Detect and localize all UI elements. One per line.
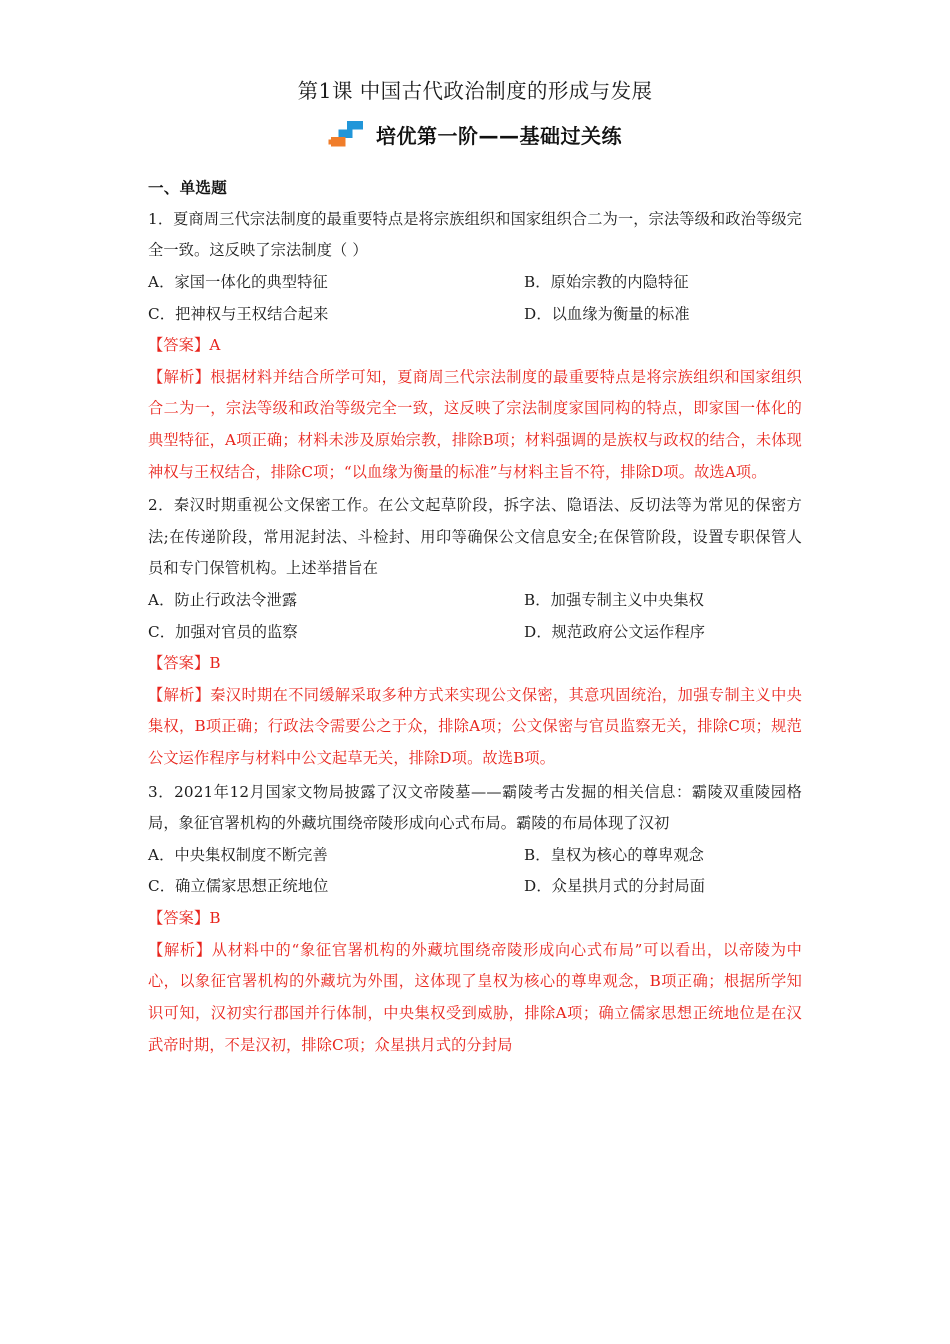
analysis-text: 【解析】从材料中的“象征官署机构的外藏坑围绕帝陵形成向心式布局”可以看出，以帝陵为中心，以象征官署机构的外藏坑为外围，这体现了皇权为核心的尊卑观念，B项正确；根据所学知识可知，汉初实行郡国并行体制，中央集权受到威胁，排除A项；确立儒家思想正统地位是在汉武帝时期，不是汉初，排除C项；众星拱月式的分封局 — [148, 940, 802, 1054]
question-stem: 1．夏商周三代宗法制度的最重要特点是将宗族组织和国家组织合二为一，宗法等级和政治等级完全一致。这反映了宗法制度（ ） — [148, 209, 802, 260]
answer-label: 【答案】B — [148, 654, 221, 673]
option-row — [148, 871, 802, 903]
option-a[interactable]: A．家国一体化的典型特征 — [148, 272, 328, 291]
analysis-text: 【解析】秦汉时期在不同缓解采取多种方式来实现公文保密，其意巩固统治，加强专制主义中央集权，B项正确；行政法令需要公之于众，排除A项；公文保密与官员监察无关，排除C项；规范公文运作程序与材料中公文起草无关，排除D项。故选B项。 — [148, 685, 802, 768]
option-b[interactable]: B．加强专制主义中央集权 — [524, 590, 705, 609]
answer-label: 【答案】A — [148, 336, 221, 355]
question-block-1 — [148, 204, 802, 488]
option-c[interactable]: C．把神权与王权结合起来 — [148, 304, 329, 323]
option-d[interactable]: D．以血缘为衡量的标准 — [524, 304, 690, 323]
option-row — [148, 585, 802, 617]
question-block-3 — [148, 777, 802, 1061]
option-c[interactable]: C．加强对官员的监察 — [148, 622, 298, 641]
option-row — [148, 617, 802, 649]
banner — [0, 120, 950, 150]
question-options — [148, 585, 802, 648]
option-b[interactable]: B．原始宗教的内隐特征 — [524, 272, 689, 291]
question-options — [148, 267, 802, 330]
option-row — [148, 840, 802, 872]
option-a[interactable]: A．防止行政法令泄露 — [148, 590, 298, 609]
section-heading: 一、单选题 — [148, 178, 228, 197]
answer-label: 【答案】B — [148, 909, 221, 928]
option-row — [148, 267, 802, 299]
document-content — [0, 176, 950, 1061]
option-d[interactable]: D．众星拱月式的分封局面 — [524, 877, 706, 896]
option-b[interactable]: B．皇权为核心的尊卑观念 — [524, 845, 705, 864]
question-block-2 — [148, 490, 802, 774]
option-row — [148, 299, 802, 331]
option-a[interactable]: A．中央集权制度不断完善 — [148, 845, 328, 864]
analysis-text: 【解析】根据材料并结合所学可知，夏商周三代宗法制度的最重要特点是将宗族组织和国家组织合二为一，宗法等级和政治等级完全一致，这反映了宗法制度家国同构的特点，即家国一体化的典型特征，A项正确；材料未涉及原始宗教，排除B项；材料强调的是族权与政权的结合，未体现神权与王权结合，排除C项；“以血缘为衡量的标准”与材料主旨不符，排除D项。故选A项。 — [148, 367, 802, 481]
page-title: 第1课 中国古代政治制度的形成与发展 — [297, 79, 653, 103]
step-blocks-icon — [328, 120, 368, 150]
option-d[interactable]: D．规范政府公文运作程序 — [524, 622, 706, 641]
question-options — [148, 840, 802, 903]
banner-label: 培优第一阶——基础过关练 — [376, 124, 622, 149]
question-stem: 2．秦汉时期重视公文保密工作。在公文起草阶段，拆字法、隐语法、反切法等为常见的保密方法;在传递阶段，常用泥封法、斗检封、用印等确保公文信息安全;在保管阶段，设置专职保管人员和专门保管机构。上述举措旨在 — [148, 496, 802, 578]
option-c[interactable]: C．确立儒家思想正统地位 — [148, 877, 329, 896]
question-stem: 3．2021年12月国家文物局披露了汉文帝陵墓——霸陵考古发掘的相关信息：霸陵双重陵园格局，象征官署机构的外藏坑围绕帝陵形成向心式布局。霸陵的布局体现了汉初 — [148, 782, 802, 833]
